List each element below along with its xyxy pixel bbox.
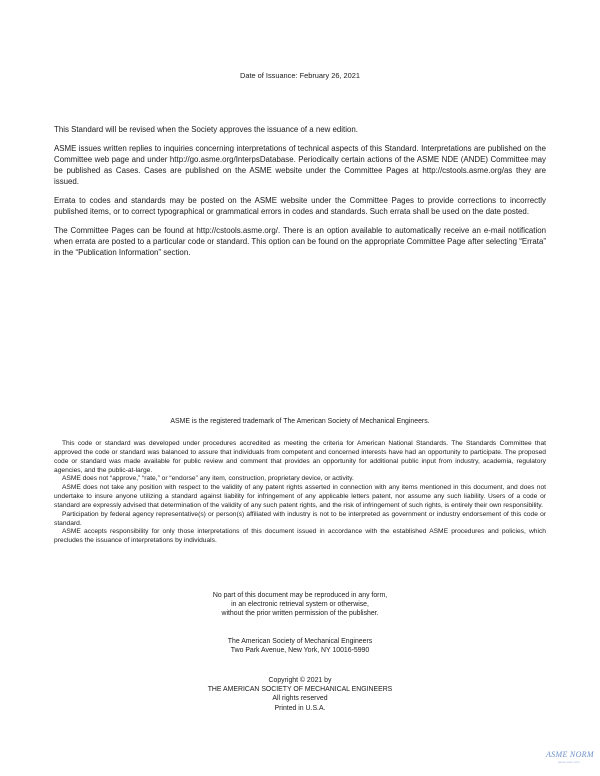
legal-paragraph: Participation by federal agency representative(s) or person(s) affiliated with industry is not to be interpreted as government or industry endorsement of this code or standard.: [54, 510, 546, 527]
legal-notice: [54, 440, 546, 546]
standard-notes: [54, 125, 546, 267]
printed-in: Printed in U.S.A.: [274, 704, 326, 712]
copyright-holder: THE AMERICAN SOCIETY OF MECHANICAL ENGINEERS: [207, 686, 393, 694]
legal-paragraph: ASME accepts responsibility for only those interpretations of this document issued in accordance with the established ASME procedures and policies, which precludes the issuance of interpretations by individuals.: [54, 528, 546, 545]
publisher-name: The American Society of Mechanical Engineers: [227, 638, 373, 645]
reproduction-notice: [0, 591, 600, 619]
copyright-line: Copyright © 2021 by: [268, 677, 332, 684]
errata-note: Errata to codes and standards may be posted on the ASME website under the Committee Pages to provide corrections to incorrectly published items, or to correct typographical or grammatical errors in codes and standards. Such errata shall be used on the date posted.: [54, 196, 546, 217]
watermark-subtext: asme-norm.com: [558, 760, 580, 764]
publisher-street: Two Park Avenue, New York, NY 10016-5990: [230, 647, 370, 655]
legal-paragraph: This code or standard was developed under procedures accredited as meeting the criteria for American National Standards. The Standards Committee that approved the code or standard was balanced to assure that individuals from competent and concerned interests have had an opportunity to participate. The proposed code or standard was made available for public review and comment that provides an opportunity for additional public input from industry, academia, regulatory agencies, and the public-at-large.: [54, 440, 546, 474]
revision-note: This Standard will be revised when the Society approves the issuance of a new edition.: [54, 125, 358, 134]
trademark-notice: ASME is the registered trademark of The American Society of Mechanical Engineers.: [170, 418, 430, 425]
watermark-text: ASME NORM: [546, 750, 594, 759]
committee-pages-note: The Committee Pages can be found at http://cstools.asme.org/. There is an option available to automatically receive an e-mail notification when errata are posted to a particular code or standard. This option can be found on the appropriate Committee Page after selecting “Errata” in the “Publication Information” section.: [54, 226, 546, 258]
rights-reserved: All rights reserved: [272, 695, 328, 703]
interpretations-note: ASME issues written replies to inquiries concerning interpretations of technical aspects of this Standard. Interpretations are published on the Committee web page and under http://go.asme.org/InterpsDatabase. Periodically certain actions of the ASME NDE (ANDE) Committee may be published as Cases. Cases are published on the ASME website under the Committee Pages at http://cstools.asme.org/as they are issued.: [54, 144, 546, 186]
reproduction-line: No part of this document may be reproduced in any form,: [212, 592, 388, 599]
reproduction-line: without the prior written permission of the publisher.: [221, 610, 379, 618]
legal-paragraph: ASME does not “approve,” “rate,” or “endorse” any item, construction, proprietary device, or activity.: [62, 475, 354, 483]
reproduction-line: in an electronic retrieval system or otherwise,: [231, 601, 369, 609]
watermark-logo: [544, 750, 592, 766]
copyright-block: [0, 676, 600, 713]
publisher-address: [0, 637, 600, 655]
issuance-date: Date of Issuance: February 26, 2021: [240, 71, 360, 80]
legal-paragraph: ASME does not take any position with respect to the validity of any patent rights asserted in connection with any items mentioned in this document, and does not undertake to insure anyone utilizing a standard against liability for infringement of any applicable letters patent, nor assume any such liability. Users of a code or standard are expressly advised that determination of the validity of any such patent rights, and the risk of infringement of such rights, is entirely their own responsibility.: [54, 484, 546, 509]
